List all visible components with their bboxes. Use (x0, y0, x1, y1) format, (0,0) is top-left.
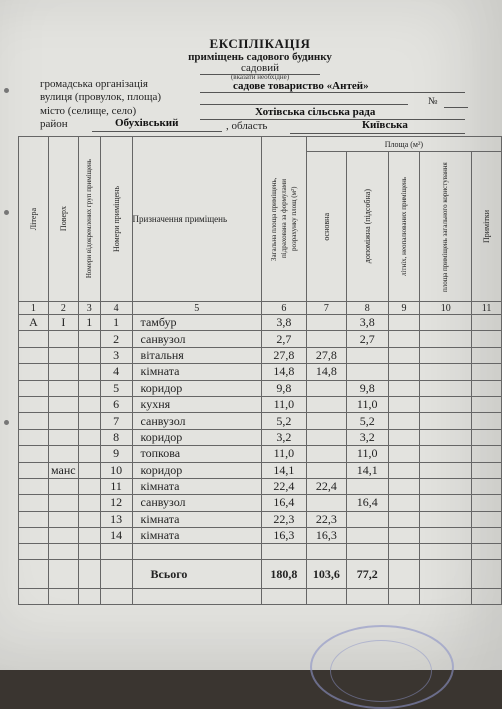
oblast-label: , область (226, 120, 268, 132)
document-subtitle: приміщень садового будинку (188, 51, 332, 63)
row-number: 2 (100, 331, 132, 347)
row-total-area: 11,0 (261, 396, 306, 412)
row-main-area (306, 315, 346, 331)
header-aux (346, 152, 388, 302)
header-group-numbers-text: Номери відокремлених груп приміщень (84, 159, 93, 279)
row-total-area: 3,2 (261, 429, 306, 445)
row-empty-cell (388, 462, 420, 478)
row-floor (48, 528, 78, 544)
row-name: кімната (132, 478, 261, 494)
row-number: 12 (100, 495, 132, 511)
row-name: кухня (132, 396, 261, 412)
column-number: 9 (388, 302, 420, 315)
row-group (78, 528, 100, 544)
row-main-area (306, 331, 346, 347)
row-empty-cell (388, 495, 420, 511)
table-row (19, 511, 502, 527)
row-group (78, 462, 100, 478)
row-litera (19, 380, 49, 396)
row-empty-cell (420, 511, 472, 527)
row-empty-cell (472, 462, 502, 478)
row-empty-cell (472, 364, 502, 380)
row-number: 10 (100, 462, 132, 478)
row-main-area (306, 429, 346, 445)
row-litera (19, 446, 49, 462)
row-total-area: 16,4 (261, 495, 306, 511)
row-empty-cell (472, 511, 502, 527)
row-floor: І (48, 315, 78, 331)
row-group (78, 446, 100, 462)
row-empty-cell (472, 528, 502, 544)
row-total-area: 27,8 (261, 347, 306, 363)
row-total-area: 5,2 (261, 413, 306, 429)
row-empty-cell (472, 413, 502, 429)
row-number: 8 (100, 429, 132, 445)
column-number: 2 (48, 302, 78, 315)
row-group (78, 413, 100, 429)
row-number: 14 (100, 528, 132, 544)
street-line (200, 104, 408, 105)
header-floor-text: Поверх (58, 206, 68, 232)
header-total-area (261, 137, 306, 302)
hint-text: (вказати необхідне) (230, 73, 290, 81)
row-aux-area (346, 528, 388, 544)
row-empty-cell (472, 315, 502, 331)
table-row (19, 528, 502, 544)
table-row (19, 429, 502, 445)
row-number: 3 (100, 347, 132, 363)
row-empty-cell (472, 331, 502, 347)
header-common (420, 152, 472, 302)
row-floor (48, 478, 78, 494)
header-main (306, 152, 346, 302)
header-room-numbers (100, 137, 132, 302)
table-row (19, 315, 502, 331)
row-aux-area: 9,8 (346, 380, 388, 396)
header-notes (472, 152, 502, 302)
table-row (19, 478, 502, 494)
row-empty-cell (420, 528, 472, 544)
row-floor (48, 429, 78, 445)
total-main: 103,6 (306, 560, 346, 589)
header-summer-text: літніх, неопалюваних приміщень (399, 176, 408, 277)
row-floor: манс (48, 462, 78, 478)
table-row (19, 446, 502, 462)
row-litera: А (19, 315, 49, 331)
row-name: вітальня (132, 347, 261, 363)
row-total-area: 22,3 (261, 511, 306, 527)
org-line (200, 92, 465, 93)
row-aux-area (346, 347, 388, 363)
row-number: 6 (100, 396, 132, 412)
oblast-value: Київська (362, 119, 408, 131)
row-total-area: 14,1 (261, 462, 306, 478)
row-empty-cell (388, 347, 420, 363)
row-name: кімната (132, 364, 261, 380)
row-empty-cell (472, 429, 502, 445)
total-row (19, 560, 502, 589)
column-number-row (19, 302, 502, 315)
row-name: санвузол (132, 413, 261, 429)
row-empty-cell (420, 495, 472, 511)
header-purpose: Призначення приміщень (132, 137, 261, 302)
row-total-area: 2,7 (261, 331, 306, 347)
total-aux: 77,2 (346, 560, 388, 589)
row-name: тамбур (132, 315, 261, 331)
header-group-numbers (78, 137, 100, 302)
row-aux-area: 3,8 (346, 315, 388, 331)
row-name: коридор (132, 380, 261, 396)
row-total-area: 22,4 (261, 478, 306, 494)
row-litera (19, 429, 49, 445)
row-number: 7 (100, 413, 132, 429)
row-group (78, 380, 100, 396)
org-label: громадська організація (40, 78, 148, 90)
column-number: 10 (420, 302, 472, 315)
district-label: район (40, 118, 68, 130)
column-number: 7 (306, 302, 346, 315)
row-empty-cell (388, 429, 420, 445)
row-empty-cell (420, 315, 472, 331)
row-empty-cell (388, 315, 420, 331)
row-litera (19, 364, 49, 380)
row-number: 4 (100, 364, 132, 380)
explication-table (18, 136, 502, 605)
row-total-area: 9,8 (261, 380, 306, 396)
row-empty-cell (472, 396, 502, 412)
row-main-area (306, 446, 346, 462)
row-total-area: 16,3 (261, 528, 306, 544)
row-empty-cell (420, 462, 472, 478)
row-group (78, 478, 100, 494)
empty-row (19, 589, 502, 605)
row-aux-area: 16,4 (346, 495, 388, 511)
row-total-area: 14,8 (261, 364, 306, 380)
row-litera (19, 347, 49, 363)
row-total-area: 3,8 (261, 315, 306, 331)
total-label: Всього (132, 560, 261, 589)
empty-row (19, 544, 502, 560)
building-type-value: садовий (200, 62, 320, 75)
column-number: 5 (132, 302, 261, 315)
row-litera (19, 511, 49, 527)
row-floor (48, 495, 78, 511)
row-aux-area (346, 364, 388, 380)
row-group (78, 495, 100, 511)
row-floor (48, 331, 78, 347)
row-floor (48, 396, 78, 412)
row-litera (19, 413, 49, 429)
column-number: 6 (261, 302, 306, 315)
row-main-area: 27,8 (306, 347, 346, 363)
row-empty-cell (420, 396, 472, 412)
table-row (19, 495, 502, 511)
row-floor (48, 511, 78, 527)
row-main-area (306, 380, 346, 396)
row-main-area: 16,3 (306, 528, 346, 544)
row-aux-area: 11,0 (346, 446, 388, 462)
row-number: 5 (100, 380, 132, 396)
header-total-area-line3: розрахунку площ (м²) (289, 186, 298, 252)
row-name: санвузол (132, 331, 261, 347)
binder-hole (4, 420, 9, 425)
row-aux-area: 3,2 (346, 429, 388, 445)
row-empty-cell (420, 413, 472, 429)
header-summer (388, 152, 420, 302)
document-title: ЕКСПЛІКАЦІЯ (209, 36, 311, 51)
row-aux-area: 14,1 (346, 462, 388, 478)
header-litera (19, 137, 49, 302)
header-litera-text: Літера (28, 207, 38, 231)
column-number: 11 (472, 302, 502, 315)
row-group: 1 (78, 315, 100, 331)
table-row (19, 331, 502, 347)
column-number: 4 (100, 302, 132, 315)
row-empty-cell (420, 446, 472, 462)
row-aux-area (346, 511, 388, 527)
row-aux-area (346, 478, 388, 494)
row-aux-area: 2,7 (346, 331, 388, 347)
street-label: вулиця (провулок, площа) (40, 91, 162, 103)
district-line (92, 131, 222, 132)
table-row (19, 396, 502, 412)
row-group (78, 331, 100, 347)
row-empty-cell (420, 380, 472, 396)
row-empty-cell (472, 347, 502, 363)
row-name: кімната (132, 528, 261, 544)
rooms-body (19, 315, 502, 544)
binder-hole (4, 210, 9, 215)
row-floor (48, 347, 78, 363)
row-main-area (306, 396, 346, 412)
row-group (78, 429, 100, 445)
table-row (19, 380, 502, 396)
header-total-area-line1: Загальна площа приміщень, (269, 177, 278, 261)
column-number: 3 (78, 302, 100, 315)
row-number: 1 (100, 315, 132, 331)
header-room-numbers-text: Номери приміщень (111, 185, 121, 252)
row-number: 9 (100, 446, 132, 462)
row-empty-cell (472, 446, 502, 462)
row-floor (48, 364, 78, 380)
row-empty-cell (388, 478, 420, 494)
row-aux-area: 5,2 (346, 413, 388, 429)
row-empty-cell (388, 511, 420, 527)
stamp-seal-inner (330, 640, 432, 702)
row-main-area (306, 495, 346, 511)
row-empty-cell (420, 364, 472, 380)
row-empty-cell (420, 478, 472, 494)
row-aux-area: 11,0 (346, 396, 388, 412)
table-row (19, 364, 502, 380)
row-empty-cell (388, 446, 420, 462)
row-litera (19, 462, 49, 478)
table-row (19, 347, 502, 363)
row-name: санвузол (132, 495, 261, 511)
row-litera (19, 495, 49, 511)
city-value: Хотівська сільська рада (255, 106, 376, 118)
row-main-area (306, 413, 346, 429)
table-row (19, 413, 502, 429)
org-value: садове товариство «Антей» (233, 80, 369, 92)
header-notes-text: Примітки (482, 209, 492, 243)
header-aux-text: допоміжна (підсобна) (362, 189, 372, 264)
header-floor (48, 137, 78, 302)
row-name: топкова (132, 446, 261, 462)
header-total-area-line2: підрахована за формулами (279, 179, 288, 259)
row-group (78, 396, 100, 412)
row-floor (48, 380, 78, 396)
row-empty-cell (388, 396, 420, 412)
row-name: коридор (132, 429, 261, 445)
row-empty-cell (472, 380, 502, 396)
number-label: № (428, 96, 438, 107)
row-empty-cell (388, 364, 420, 380)
row-empty-cell (472, 478, 502, 494)
column-number: 1 (19, 302, 49, 315)
city-label: місто (селище, село) (40, 105, 137, 117)
district-value: Обухівський (115, 117, 179, 129)
number-line (444, 107, 468, 108)
row-litera (19, 331, 49, 347)
row-litera (19, 478, 49, 494)
row-group (78, 511, 100, 527)
row-empty-cell (472, 495, 502, 511)
row-name: коридор (132, 462, 261, 478)
header-area-group: Площа (м²) (306, 137, 501, 152)
row-empty-cell (420, 429, 472, 445)
table-row (19, 462, 502, 478)
row-floor (48, 413, 78, 429)
binder-hole (4, 88, 9, 93)
row-total-area: 11,0 (261, 446, 306, 462)
row-number: 11 (100, 478, 132, 494)
row-litera (19, 396, 49, 412)
row-empty-cell (420, 347, 472, 363)
row-group (78, 347, 100, 363)
row-group (78, 364, 100, 380)
row-main-area: 22,4 (306, 478, 346, 494)
row-main-area: 14,8 (306, 364, 346, 380)
total-area: 180,8 (261, 560, 306, 589)
row-main-area: 22,3 (306, 511, 346, 527)
row-litera (19, 528, 49, 544)
row-main-area (306, 462, 346, 478)
row-name: кімната (132, 511, 261, 527)
row-empty-cell (420, 331, 472, 347)
header-main-text: основна (321, 212, 331, 241)
oblast-line (290, 133, 465, 134)
row-empty-cell (388, 380, 420, 396)
row-empty-cell (388, 331, 420, 347)
row-number: 13 (100, 511, 132, 527)
row-empty-cell (388, 528, 420, 544)
header-common-text: площа приміщень загального користування (441, 161, 450, 292)
row-floor (48, 446, 78, 462)
row-empty-cell (388, 413, 420, 429)
column-number: 8 (346, 302, 388, 315)
